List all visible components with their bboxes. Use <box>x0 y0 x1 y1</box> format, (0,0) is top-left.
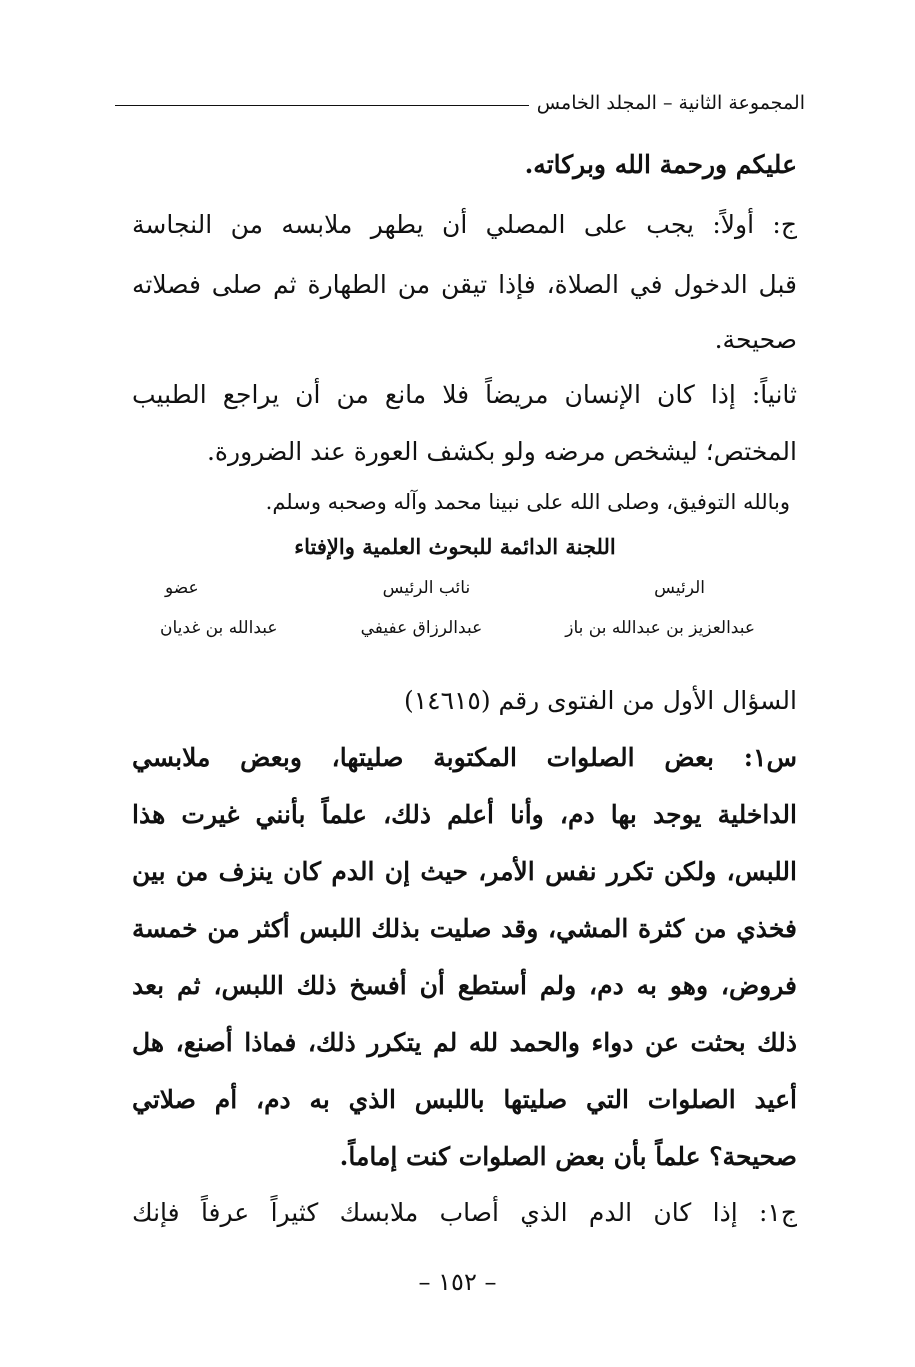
question-line-1: س١: بعض الصلوات المكتوبة صليتها، وبعض ملابسي <box>132 743 797 772</box>
question-line-4: فخذي من كثرة المشي، وقد صليت بذلك اللبس أكثر من خمسة <box>132 914 797 943</box>
closing-salutation: عليكم ورحمة الله وبركاته. <box>524 150 797 179</box>
page-number: – ١٥٢ – <box>418 1268 497 1296</box>
answer-line-1: ج: أولاً: يجب على المصلي أن يطهر ملابسه من النجاسة <box>132 210 797 239</box>
question-line-3: اللبس، ولكن تكرر نفس الأمر، حيث إن الدم كان ينزف من بين <box>132 857 797 886</box>
answer-start-line: ج١: إذا كان الدم الذي أصاب ملابسك كثيراً عرفاً فإنك <box>132 1198 797 1227</box>
running-title: المجموعة الثانية – المجلد الخامس <box>536 92 805 114</box>
role-vice-chairman: نائب الرئيس <box>382 578 471 598</box>
signature-roles-row <box>165 578 705 598</box>
answer-line-4: ثانياً: إذا كان الإنسان مريضاً فلا مانع من أن يراجع الطبيب <box>132 380 797 409</box>
member-name-member: عبدالله بن غديان <box>160 618 278 638</box>
member-name-chairman: عبدالعزيز بن عبدالله بن باز <box>565 618 755 638</box>
header-rule <box>115 105 529 106</box>
answer-line-3: صحيحة. <box>714 325 797 354</box>
answer-line-2: قبل الدخول في الصلاة، فإذا تيقن من الطهارة ثم صلى فصلاته <box>132 270 797 299</box>
fatwa-heading: السؤال الأول من الفتوى رقم (١٤٦١٥) <box>403 686 797 715</box>
closing-prayer: وبالله التوفيق، وصلى الله على نبينا محمد وآله وصحبه وسلم. <box>265 490 790 514</box>
answer-line-5: المختص؛ ليشخص مرضه ولو بكشف العورة عند الضرورة. <box>206 437 797 466</box>
signature-names-row <box>160 618 755 638</box>
committee-name: اللجنة الدائمة للبحوث العلمية والإفتاء <box>294 534 616 559</box>
question-line-8: صحيحة؟ علماً بأن بعض الصلوات كنت إماماً. <box>339 1142 797 1171</box>
question-line-6: ذلك بحثت عن دواء والحمد لله لم يتكرر ذلك، فماذا أصنع، هل <box>132 1028 797 1057</box>
role-chairman: الرئيس <box>654 578 705 598</box>
member-name-vice-chairman: عبدالرزاق عفيفي <box>360 618 483 638</box>
question-line-5: فروض، وهو به دم، ولم أستطع أن أفسخ ذلك اللبس، ثم بعد <box>132 971 797 1000</box>
question-line-2: الداخلية يوجد بها دم، وأنا أعلم ذلك، علماً بأنني غيرت هذا <box>132 800 797 829</box>
running-header <box>115 92 805 114</box>
role-member: عضو <box>165 578 199 598</box>
question-line-7: أعيد الصلوات التي صليتها باللبس الذي به دم، أم صلاتي <box>132 1085 797 1114</box>
